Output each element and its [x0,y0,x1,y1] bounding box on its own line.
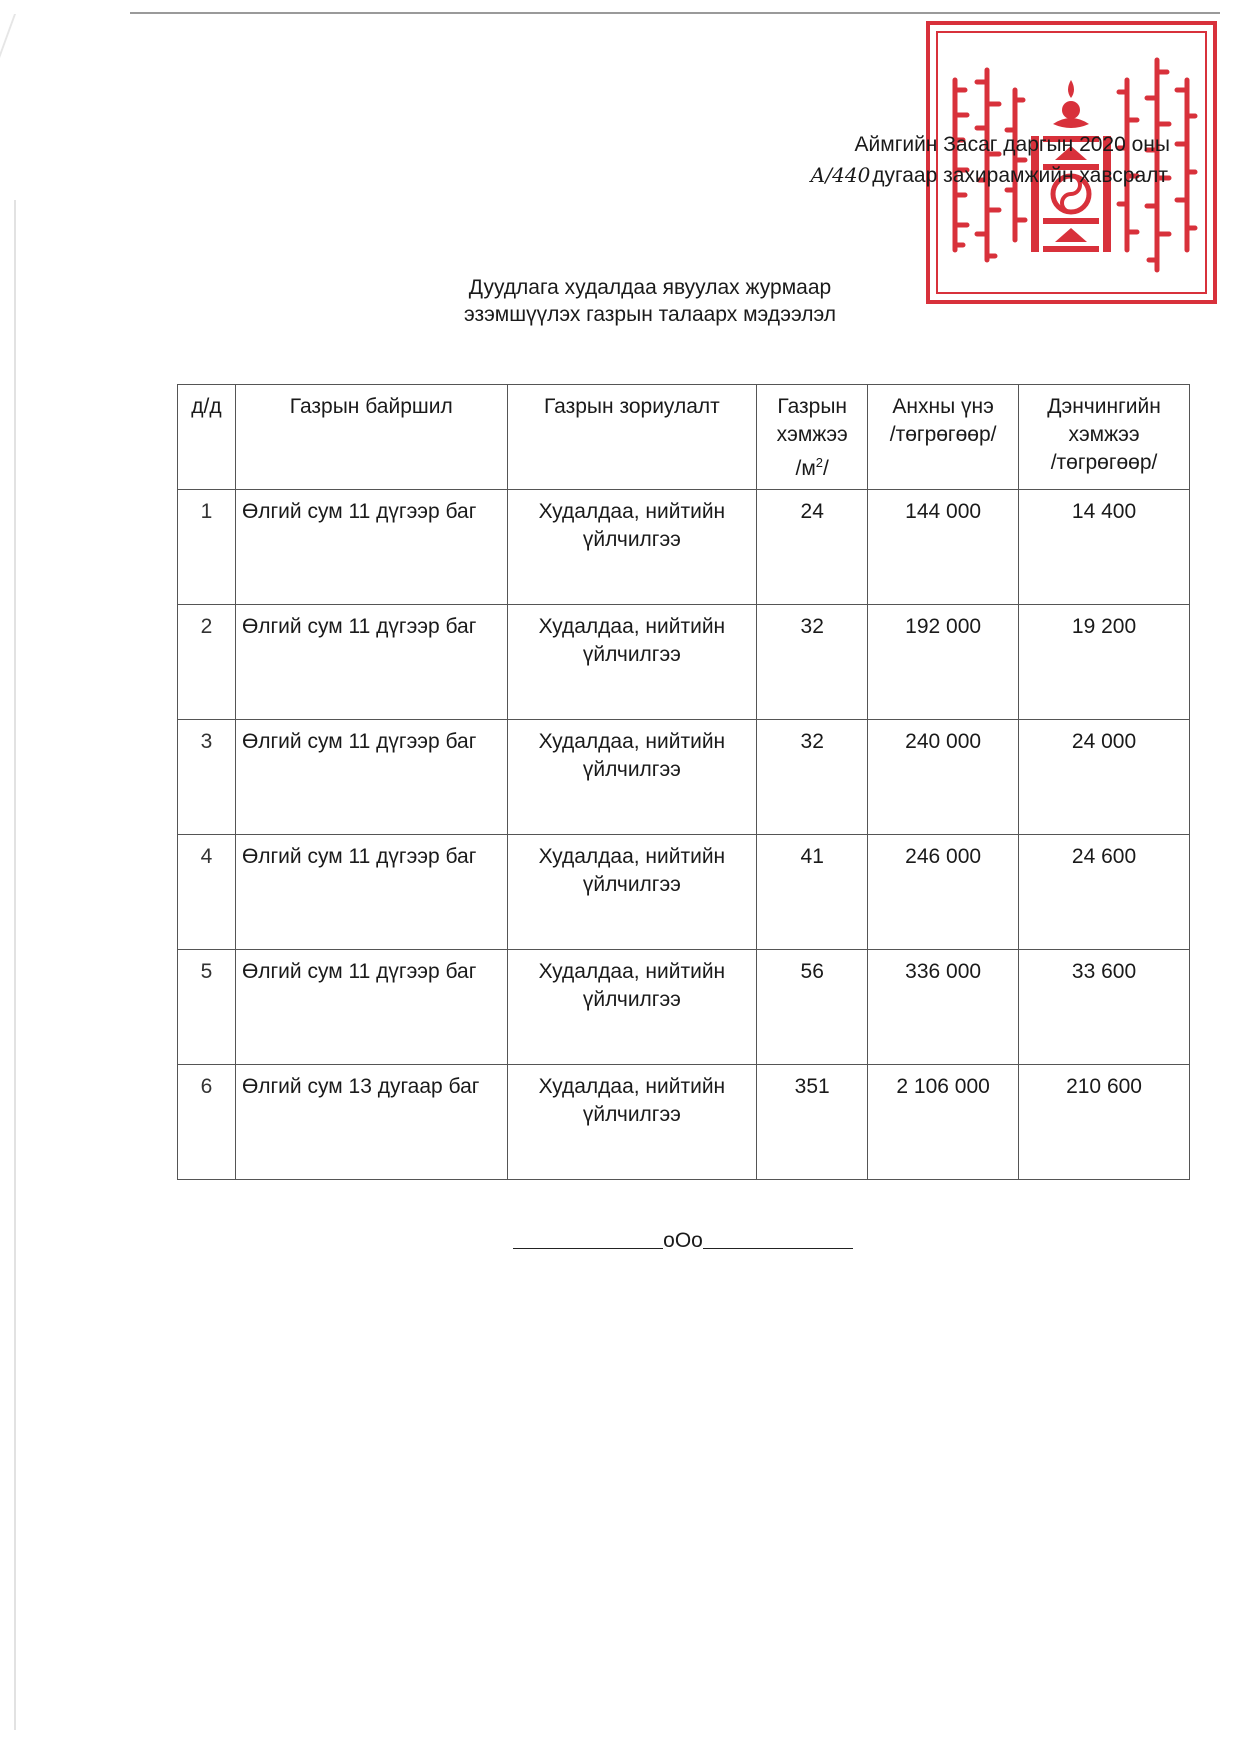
cell-purpose: Худалдаа, нийтийн үйлчилгээ [507,1065,757,1180]
cell-no: 1 [178,490,236,605]
end-mark-text: oOo [663,1229,703,1252]
cell-size: 24 [757,490,868,605]
cell-no: 2 [178,605,236,720]
title-line-2: эзэмшүүлэх газрын талаарх мэдээлэл [463,303,836,326]
order-number: А/440 [810,163,871,187]
table-row [178,605,1190,720]
cell-location: Өлгий сум 11 дүгээр баг [235,490,507,605]
cell-purpose: Худалдаа, нийтийн үйлчилгээ [507,720,757,835]
header-price-line-2: /төгрөгөөр/ [889,423,997,446]
cell-size: 32 [757,605,868,720]
cell-no: 6 [178,1065,236,1180]
cell-location: Өлгий сум 11 дүгээр баг [235,835,507,950]
table-row [178,950,1190,1065]
header-purpose: Газрын зориулалт [507,385,757,490]
scan-corner-fold [0,14,146,214]
cell-deposit: 24 600 [1019,835,1190,950]
cell-price: 246 000 [868,835,1019,950]
header-location: Газрын байршил [235,385,507,490]
header-size-unit: $/м^2/$ [795,455,829,480]
scan-edge-top [130,12,1220,14]
cell-deposit: 24 000 [1019,720,1190,835]
header-line-2-text: дугаар захирамжийн хавсралт [872,164,1168,187]
end-of-document-mark [478,1229,888,1253]
header-size-line-1: Газрын [777,395,848,418]
cell-size: 41 [757,835,868,950]
table-row [178,490,1190,605]
end-rule-left [513,1247,663,1249]
cell-price: 2 106 000 [868,1065,1019,1180]
table-row [178,1065,1190,1180]
cell-no: 5 [178,950,236,1065]
cell-price: 240 000 [868,720,1019,835]
table-row [178,835,1190,950]
header-no: д/д [178,385,236,490]
title-line-1: Дуудлага худалдаа явуулах журмаар [468,276,832,299]
cell-deposit: 33 600 [1019,950,1190,1065]
cell-no: 3 [178,720,236,835]
cell-purpose: Худалдаа, нийтийн үйлчилгээ [507,605,757,720]
cell-size: 351 [757,1065,868,1180]
header-line-1: Аймгийн Засаг даргын 2020 оны [854,133,1170,156]
end-rule-right [703,1247,853,1249]
table-header-row [178,385,1190,490]
header-deposit [1019,385,1190,490]
header-deposit-line-1: Дэнчингийн [1047,395,1161,418]
header-size [757,385,868,490]
table-row [178,720,1190,835]
cell-deposit: 210 600 [1019,1065,1190,1180]
header-price [868,385,1019,490]
cell-no: 4 [178,835,236,950]
attachment-header [750,130,1170,191]
cell-purpose: Худалдаа, нийтийн үйлчилгээ [507,835,757,950]
header-size-line-2: хэмжээ [776,423,848,446]
document-title [380,274,920,328]
cell-location: Өлгий сум 11 дүгээр баг [235,950,507,1065]
header-deposit-line-3: /төгрөгөөр/ [1050,451,1158,474]
land-info-table [177,384,1190,1180]
header-price-line-1: Анхны үнэ [892,395,994,418]
cell-purpose: Худалдаа, нийтийн үйлчилгээ [507,950,757,1065]
header-line-2 [750,160,1170,191]
cell-location: Өлгий сум 11 дүгээр баг [235,605,507,720]
cell-location: Өлгий сум 13 дугаар баг [235,1065,507,1180]
cell-deposit: 14 400 [1019,490,1190,605]
cell-price: 336 000 [868,950,1019,1065]
cell-size: 32 [757,720,868,835]
cell-location: Өлгий сум 11 дүгээр баг [235,720,507,835]
cell-purpose: Худалдаа, нийтийн үйлчилгээ [507,490,757,605]
scan-edge-left [14,200,16,1730]
cell-price: 144 000 [868,490,1019,605]
cell-deposit: 19 200 [1019,605,1190,720]
header-size-superscript: 2 [815,455,824,470]
cell-size: 56 [757,950,868,1065]
cell-price: 192 000 [868,605,1019,720]
header-deposit-line-2: хэмжээ [1068,423,1140,446]
